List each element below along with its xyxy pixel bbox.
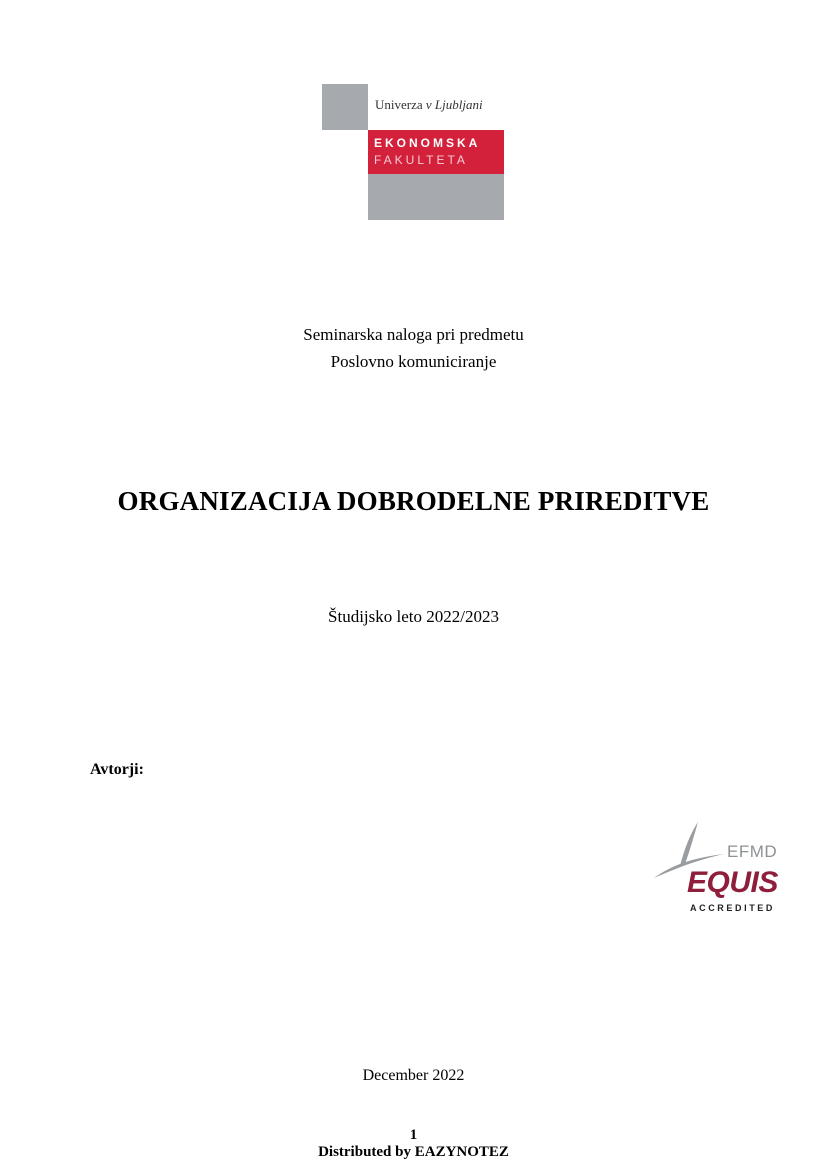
study-year: Študijsko leto 2022/2023 (328, 607, 499, 626)
document-title: ORGANIZACIJA DOBRODELNE PRIREDITVE (117, 486, 710, 516)
accredited-text: ACCREDITED (690, 903, 776, 913)
university-logo (322, 84, 504, 220)
faculty-name-line2: FAKULTETA (374, 153, 468, 167)
logo-gray-square (322, 84, 368, 130)
course-info (0, 321, 827, 375)
equis-logo (652, 820, 787, 916)
university-name-city: v Ljubljani (425, 97, 483, 112)
course-info-line1: Seminarska naloga pri predmetu (303, 325, 524, 344)
authors-label: Avtorji: (90, 761, 144, 778)
faculty-name-line1: EKONOMSKA (374, 136, 481, 150)
efmd-text: EFMD (727, 842, 778, 861)
page-number: 1 (409, 1127, 418, 1143)
document-date: December 2022 (362, 1067, 465, 1084)
university-name-prefix: Univerza (375, 97, 426, 112)
equis-text: EQUIS (687, 866, 778, 899)
university-name (375, 97, 483, 113)
course-info-line2: Poslovno komuniciranje (330, 352, 497, 371)
logo-gray-block (368, 174, 504, 220)
distributed-by: Distributed by EAZYNOTEZ (318, 1144, 509, 1160)
